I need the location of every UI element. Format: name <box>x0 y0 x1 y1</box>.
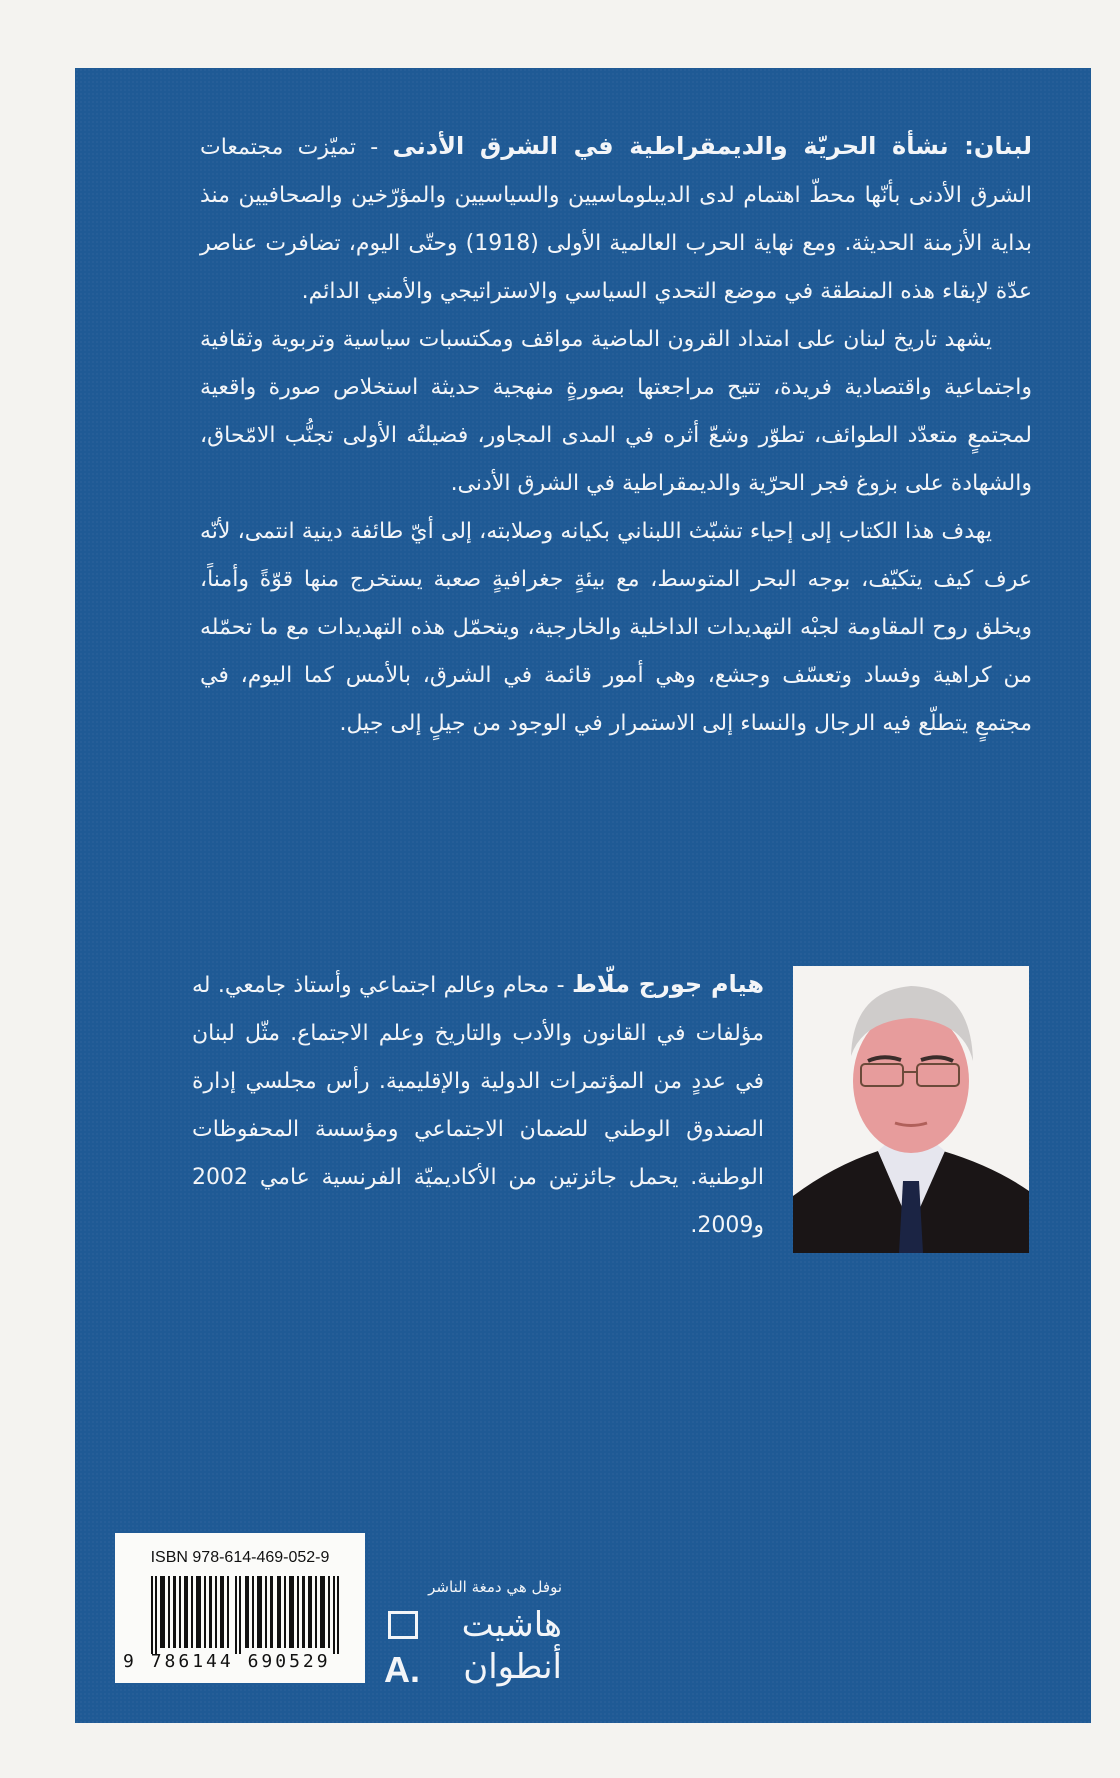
barcode-digits <box>123 1651 359 1672</box>
name-separator: - <box>549 973 572 998</box>
publisher-name-line2: أنطوان <box>463 1647 562 1687</box>
isbn-label: ISBN 978-614-469-052-9 <box>150 1549 330 1566</box>
hachette-h-icon <box>388 1611 418 1639</box>
imprint-note: نوفل هي دمغة الناشر <box>428 1578 562 1596</box>
book-title: لبنان: نشأة الحريّة والديمقراطية في الشرق الأدنى <box>392 132 1032 160</box>
author-bio-text: محام وعالم اجتماعي وأستاذ جامعي. له مؤلفات في القانون والأدب والتاريخ وعلم الاجتماع. مثّل لبنان في عددٍ من المؤتمرات الدولية والإقليمية. رأس مجلسي إدارة الصندوق الوطني للضمان الاجتماعي ومؤسسة المحفوظات الوطنية. يحمل جائزتين من الأكاديميّة الفرنسية عامي 2002 و2009. <box>192 973 764 1238</box>
synopsis-paragraph: يشهد تاريخ لبنان على امتداد القرون الماضية مواقف ومكتسبات سياسية وتربوية وثقافية واجتماعية واقتصادية فريدة، تتيح مراجعتها بصورةٍ منهجية حديثة استخلاص صورة واقعية لمجتمعٍ متعدّد الطوائف، تطوّر وشعّ أثره في المدى المجاور، فضيلتُه الأولى تجنُّب الامّحاق، والشهادة على بزوغ فجر الحرّية والديمقراطية في الشرق الأدنى. <box>200 327 1032 496</box>
barcode-box <box>115 1533 365 1683</box>
barcode-digits-group1: 786144 <box>150 1651 234 1672</box>
author-bio-paragraph <box>192 960 764 1250</box>
synopsis-paragraph: يهدف هذا الكتاب إلى إحياء تشبّث اللبناني بكيانه وصلابته، إلى أيّ طائفة دينية انتمى، لأنّه عرف كيف يتكيّف، بوجه البحر المتوسط، مع بيئةٍ جغرافيةٍ صعبة يستخرج منها قوّةً وأمناً، ويخلق روح المقاومة لجبْه التهديدات الداخلية والخارجية، ويتحمّل هذه التهديدات مع ما تحمّله من كراهية وفساد وتعسّف وجشع، وهي أمور قائمة في الشرق، بالأمس كما اليوم، في مجتمعٍ يتطلّع فيه الرجال والنساء إلى الاستمرار في الوجود من جيلٍ إلى جيل. <box>200 519 1032 736</box>
author-name: هيام جورج ملّاط <box>571 970 764 998</box>
synopsis-text: تميّزت مجتمعات الشرق الأدنى بأنّها محطّ اهتمام لدى الديبلوماسيين والسياسيين والمؤرّخين والصحافيين منذ بداية الأزمنة الحديثة. ومع نهاية الحرب العالمية الأولى (1918) وحتّى اليوم، تضافرت عناصر عدّة لإبقاء هذه المنطقة في موضع التحدي السياسي والاستراتيجي والأمني الدائم. <box>200 135 1032 304</box>
author-portrait-icon <box>793 966 1029 1253</box>
barcode-digits-group2: 690529 <box>247 1651 331 1672</box>
author-photo <box>793 966 1029 1253</box>
barcode-icon <box>151 1576 339 1654</box>
publisher-mark: A. <box>384 1649 420 1690</box>
synopsis-paragraph <box>200 122 1032 316</box>
author-bio <box>192 960 764 1250</box>
barcode-digit-first: 9 <box>123 1651 137 1672</box>
synopsis <box>200 122 1032 748</box>
title-separator: - <box>356 135 393 160</box>
publisher-logo <box>384 1605 562 1695</box>
publisher-name-line1: هاشيت <box>461 1605 562 1645</box>
